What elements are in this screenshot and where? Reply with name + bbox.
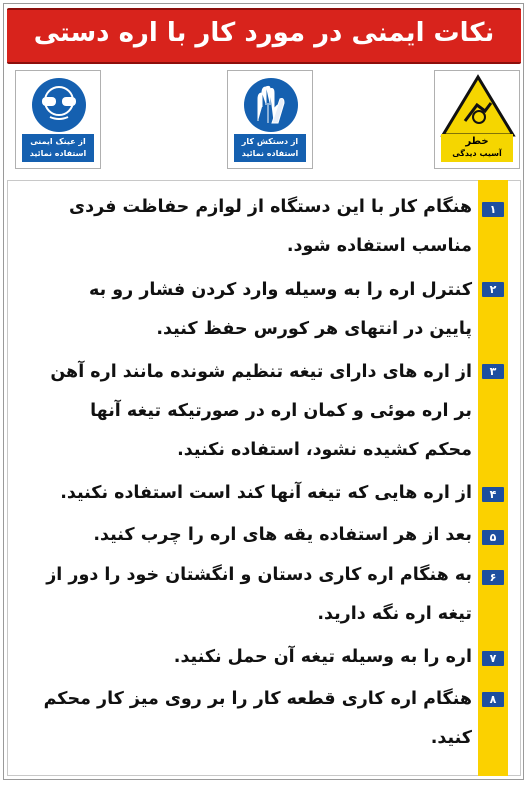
header-banner — [7, 8, 521, 64]
sign-label-warning — [441, 134, 513, 162]
item-number-badge-4: ۴ — [482, 487, 504, 502]
sign-label-goggles: از عینک ایمنی استفاده نمائید — [22, 134, 94, 162]
hand-cut-warning-icon — [435, 71, 521, 141]
sign-gloves — [227, 70, 313, 169]
sign-warning — [434, 70, 520, 169]
page-title: نکات ایمنی در مورد کار با اره دستی — [33, 18, 495, 48]
list-item-4: از اره هایی که تیغه آنها کند است استفاده نکنید. — [60, 483, 472, 503]
list-item-5: بعد از هر استفاده یقه های اره را چرب کنید. — [93, 525, 472, 545]
warning-text: آسیب دیدگی — [452, 149, 502, 158]
safety-goggles-icon — [16, 71, 102, 141]
item-number-badge-1: ۱ — [482, 202, 504, 217]
item-number-badge-3: ۳ — [482, 364, 504, 379]
list-item-2: کنترل اره را به وسیله وارد کردن فشار رو به پایین در انتهای هر کورس حفظ کنید. — [89, 280, 472, 339]
item-number-badge-8: ۸ — [482, 692, 504, 707]
list-item-8: هنگام اره کاری قطعه کار را بر روی میز کار محکم کنید. — [43, 689, 472, 748]
item-number-badge-2: ۲ — [482, 282, 504, 297]
list-item-7: اره را به وسیله تیغه آن حمل نکنید. — [173, 647, 472, 667]
list-item-6: به هنگام اره کاری دستان و انگشتان خود را دور از تیغه اره نگه دارید. — [46, 565, 472, 624]
safety-gloves-icon — [228, 71, 314, 141]
sign-goggles — [15, 70, 101, 169]
warning-title: خطر — [465, 136, 489, 147]
item-number-badge-7: ۷ — [482, 651, 504, 666]
item-number-badge-6: ۶ — [482, 570, 504, 585]
item-number-badge-5: ۵ — [482, 530, 504, 545]
list-item-3: از اره های دارای تیغه تنظیم شونده مانند اره آهن بر اره موئی و کمان اره در صورتیکه تیغه آنها محکم کشیده نشود، استفاده نکنید. — [50, 362, 472, 460]
yellow-side-strip — [478, 180, 508, 776]
sign-label-gloves: از دستکش کار استفاده نمائید — [234, 134, 306, 162]
list-item-1: هنگام کار با این دستگاه از لوازم حفاظت فردی مناسب استفاده شود. — [69, 197, 472, 256]
